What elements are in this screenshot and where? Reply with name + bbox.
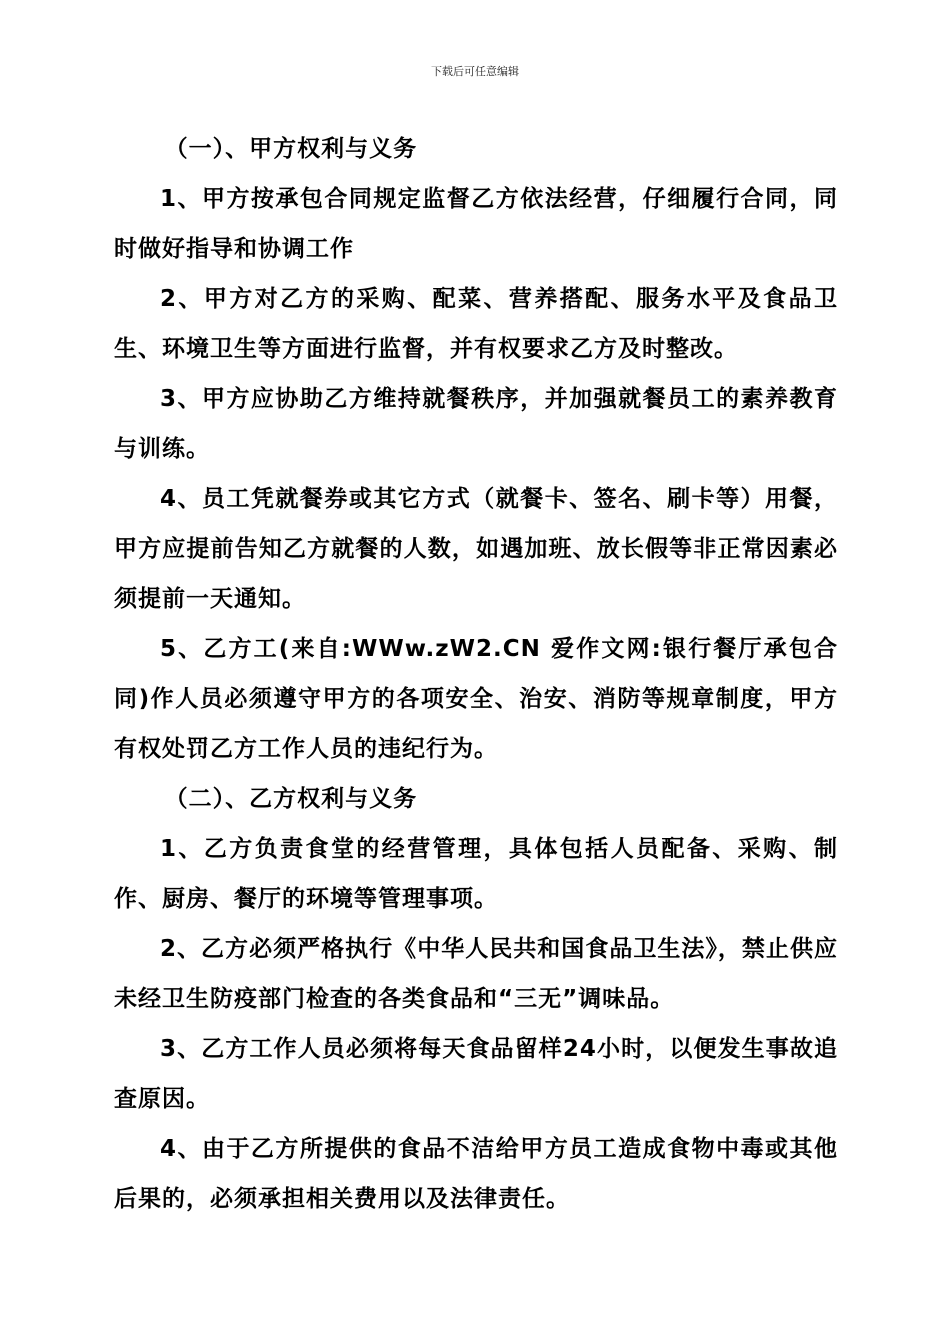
paragraph-a1: 1、甲方按承包合同规定监督乙方依法经营，仔细履行合同，同时做好指导和协调工作 xyxy=(114,186,838,262)
paragraph-a3: 3、甲方应协助乙方维持就餐秩序，并加强就餐员工的素养教育与训练。 xyxy=(114,386,838,462)
section-heading-party-a: （一）、甲方权利与义务 xyxy=(164,136,418,162)
paragraph-a4: 4、员工凭就餐券或其它方式（就餐卡、签名、刷卡等）用餐，甲方应提前告知乙方就餐的人数，如遇加班、放长假等非正常因素必须提前一天通知。 xyxy=(114,486,838,612)
section-heading-party-b: （二）、乙方权利与义务 xyxy=(164,786,418,812)
paragraph-b2: 2、乙方必须严格执行《中华人民共和国食品卫生法》，禁止供应未经卫生防疫部门检查的各类食品和“三无”调味品。 xyxy=(114,936,838,1012)
paragraph-b1: 1、乙方负责食堂的经营管理，具体包括人员配备、采购、制作、厨房、餐厅的环境等管理事项。 xyxy=(114,836,838,912)
paragraph-b4: 4、由于乙方所提供的食品不洁给甲方员工造成食物中毒或其他后果的，必须承担相关费用以及法律责任。 xyxy=(114,1136,838,1212)
paragraph-a5: 5、乙方工(来自:WWw.zW2.CN 爱作文网:银行餐厅承包合同)作人员必须遵守甲方的各项安全、治安、消防等规章制度，甲方有权处罚乙方工作人员的违纪行为。 xyxy=(114,636,838,762)
paragraph-a2: 2、甲方对乙方的采购、配菜、营养搭配、服务水平及食品卫生、环境卫生等方面进行监督，并有权要求乙方及时整改。 xyxy=(114,286,838,362)
paragraph-b3: 3、乙方工作人员必须将每天食品留样24小时，以便发生事故追查原因。 xyxy=(114,1036,838,1112)
document-body xyxy=(114,124,838,1224)
page-header: 下载后可任意编辑 xyxy=(431,65,519,78)
